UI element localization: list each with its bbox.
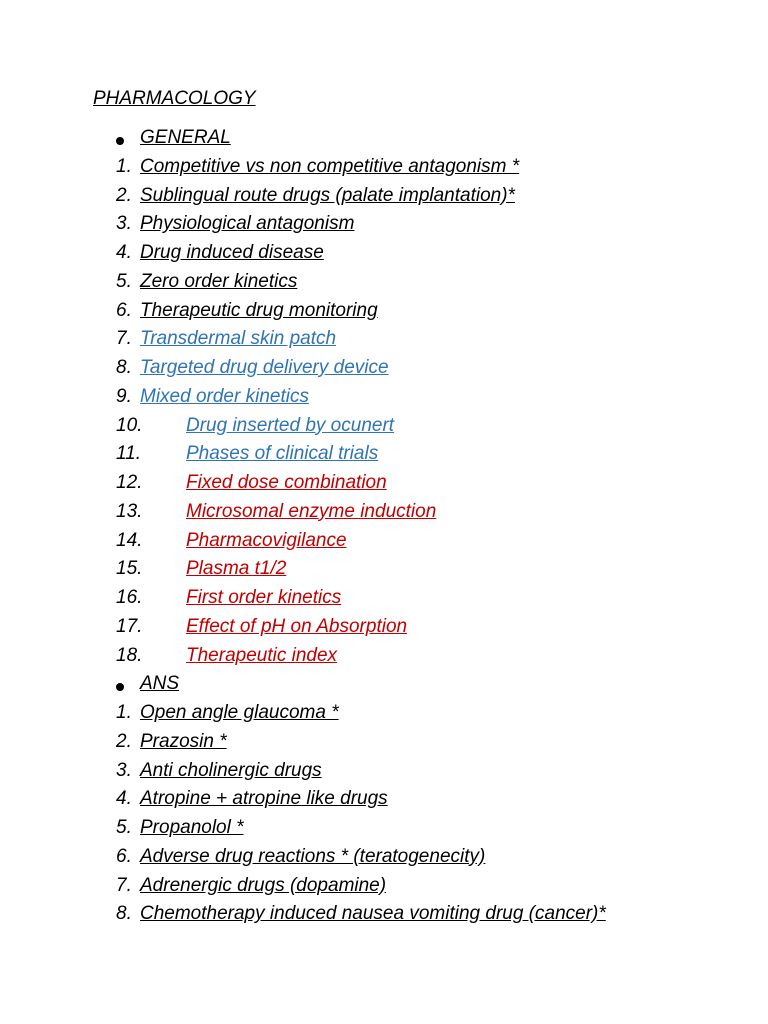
list-item-number: 2.: [116, 184, 132, 206]
list-item-number: 4.: [116, 788, 132, 810]
bullet-icon: [116, 683, 124, 691]
list-item-number: 1.: [116, 155, 132, 177]
list-item-number: 6.: [116, 845, 132, 867]
list-item-number: 5.: [116, 817, 132, 838]
section-heading-label: GENERAL: [140, 127, 231, 148]
list-item-number: 18.: [116, 644, 143, 666]
list-item-number: 1.: [116, 702, 132, 723]
list-item-text: Chemotherapy induced nausea vomiting drug (cancer)*: [140, 903, 606, 925]
list-item-number: 3.: [116, 213, 132, 235]
list-item-number: 17.: [116, 615, 143, 637]
list-item-text: Open angle glaucoma *: [140, 702, 339, 723]
list-item-text: First order kinetics: [186, 587, 342, 608]
list-item-text: Zero order kinetics: [140, 270, 298, 292]
list-item-text: Effect of pH on Absorption: [186, 615, 408, 637]
list-item-text: Adrenergic drugs (dopamine): [140, 874, 387, 896]
list-item-text: Microsomal enzyme induction: [186, 500, 437, 522]
list-item-text: Prazosin *: [140, 730, 227, 752]
list-item-number: 14.: [116, 529, 143, 551]
list-item-text: Phases of clinical trials: [186, 443, 379, 465]
list-item-text: Fixed dose combination: [186, 472, 387, 493]
list-item-text: Targeted drug delivery device: [140, 357, 389, 378]
list-item-text: Drug induced disease: [140, 242, 324, 263]
list-item-number: 10.: [116, 414, 143, 436]
list-item-text: Therapeutic index: [186, 644, 338, 666]
list-item-number: 4.: [116, 242, 132, 263]
list-item-text: Competitive vs non competitive antagonism *: [140, 155, 520, 177]
list-item-text: Plasma t1/2: [186, 558, 287, 580]
list-item-text: Anti cholinergic drugs: [140, 759, 322, 781]
list-item-text: Drug inserted by ocunert: [186, 414, 395, 436]
list-item-text: Physiological antagonism: [140, 213, 355, 235]
page-title: PHARMACOLOGY: [93, 88, 256, 109]
list-item-number: 13.: [116, 500, 143, 522]
list-item-number: 3.: [116, 759, 132, 781]
list-item-text: Transdermal skin patch: [140, 328, 337, 350]
list-item-text: Therapeutic drug monitoring: [140, 299, 378, 321]
list-item-number: 8.: [116, 357, 132, 378]
list-item-text: Propanolol *: [140, 817, 244, 838]
list-item-number: 12.: [116, 472, 143, 493]
list-item-number: 7.: [116, 328, 132, 350]
list-item-text: Adverse drug reactions * (teratogenecity): [140, 845, 486, 867]
list-item-text: Pharmacovigilance: [186, 529, 347, 551]
list-item-number: 8.: [116, 903, 132, 925]
list-item-number: 7.: [116, 874, 132, 896]
list-item-number: 15.: [116, 558, 143, 580]
list-item-text: Mixed order kinetics: [140, 385, 309, 407]
list-item-number: 5.: [116, 270, 132, 292]
list-item-number: 6.: [116, 299, 132, 321]
list-item-number: 16.: [116, 587, 143, 608]
list-item-number: 2.: [116, 730, 132, 752]
section-heading-label: ANS: [140, 673, 180, 695]
list-item-text: Atropine + atropine like drugs: [140, 788, 388, 810]
list-item-number: 11.: [116, 443, 142, 465]
bullet-icon: [116, 137, 124, 145]
list-item-number: 9.: [116, 385, 132, 407]
list-item-text: Sublingual route drugs (palate implantation)*: [140, 184, 515, 206]
